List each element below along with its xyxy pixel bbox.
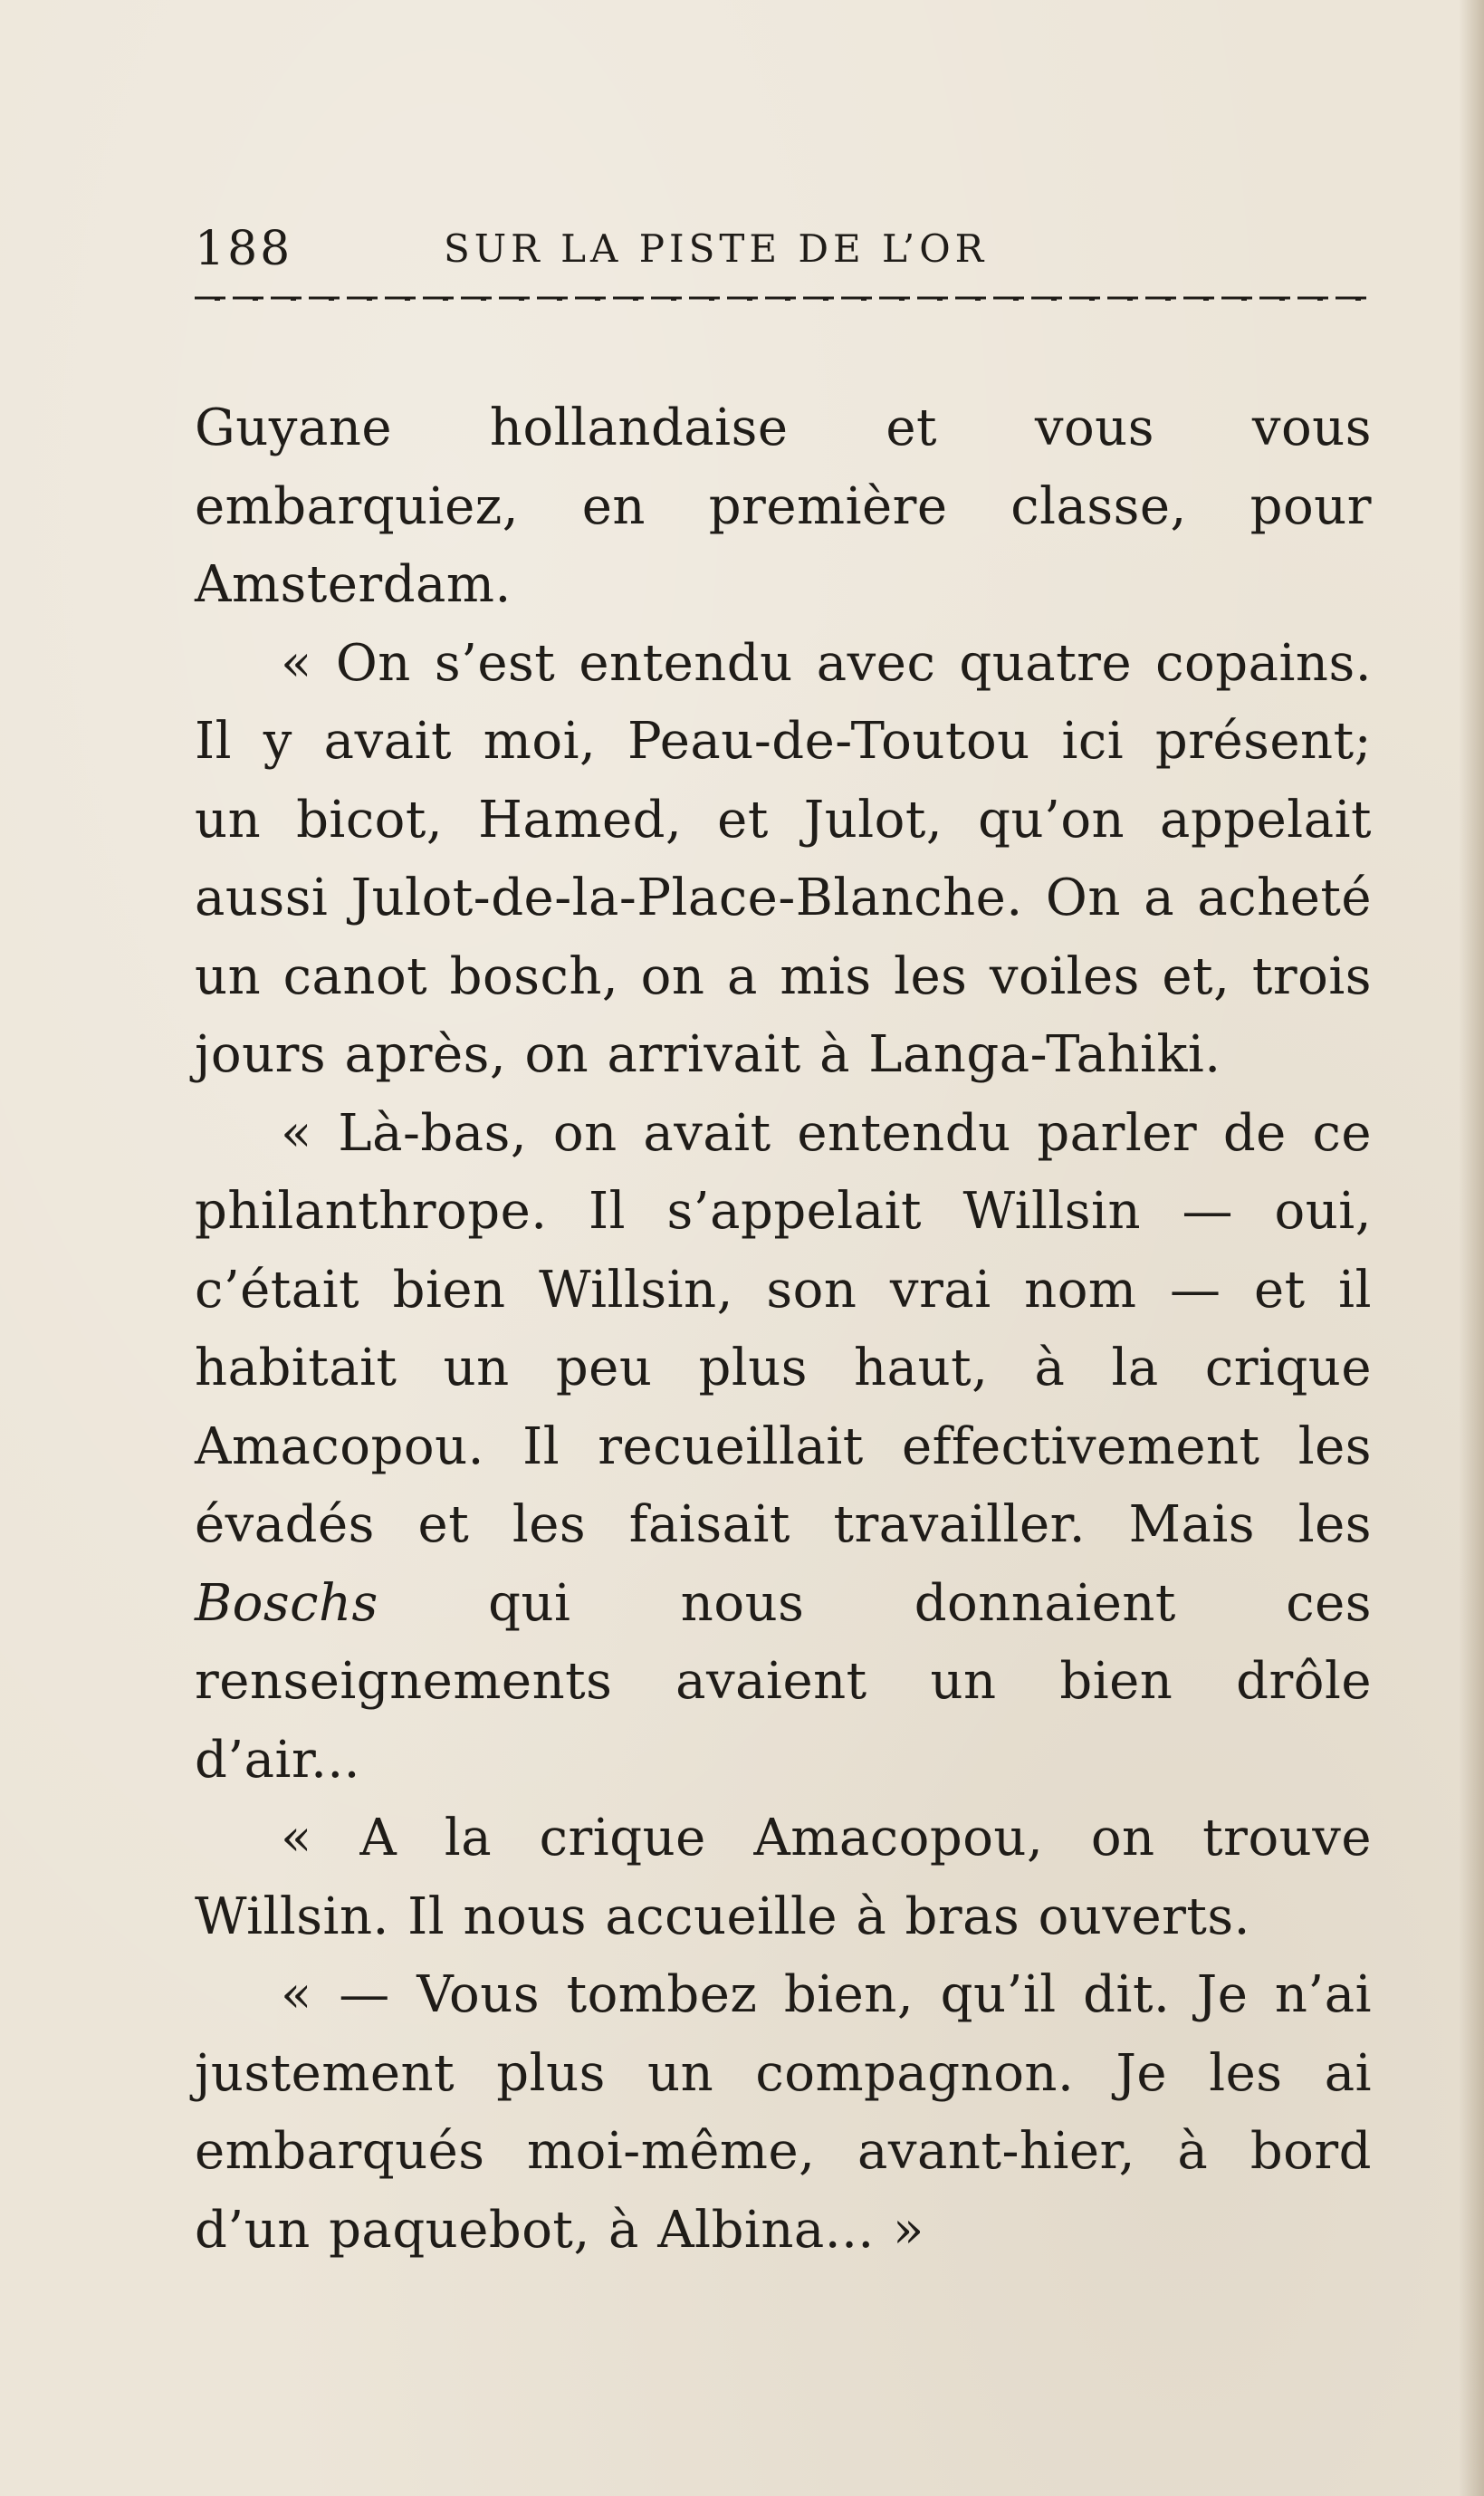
italic-word: Boschs <box>195 1573 378 1633</box>
running-head <box>195 208 1372 290</box>
page-number: 188 <box>195 222 293 276</box>
running-title: SUR LA PISTE DE L’OR <box>444 226 989 271</box>
header-rule <box>195 293 1372 303</box>
paragraph <box>195 1095 1372 1800</box>
paragraph: « A la crique Amacopou, on trouve Willsin. Il nous accueille à bras ouverts. <box>195 1809 1372 1946</box>
book-page <box>195 208 1372 2382</box>
paragraph-text: « Là-bas, on avait entendu parler de ce philanthrope. Il s’appelait Willsin — oui, c’était bien Willsin, son vrai nom — et il habitait un peu plus haut, à la crique Amacopou. Il recueillait effectivement les évadés et les faisait travailler. Mais les <box>195 1103 1372 1554</box>
paragraph-text: qui nous donnaient ces renseignements avaient un bien drôle d’air... <box>195 1573 1372 1790</box>
paragraph: Guyane hollandaise et vous vous embarquiez, en première classe, pour Amsterdam. <box>195 398 1372 614</box>
body-text <box>195 389 1372 2270</box>
paragraph: « On s’est entendu avec quatre copains. Il y avait moi, Peau-de-Toutou ici présent; un bicot, Hamed, et Julot, qu’on appelait aussi Julot-de-la-Place-Blanche. On a acheté un canot bosch, on a mis les voiles et, trois jours après, on arrivait à Langa-Tahiki. <box>195 633 1372 1084</box>
paragraph: « — Vous tombez bien, qu’il dit. Je n’ai justement plus un compagnon. Je les ai embarqués moi-même, avant-hier, à bord d’un paquebot, à Albina... » <box>195 1965 1372 2260</box>
page-edge-shadow <box>1459 0 1484 2496</box>
